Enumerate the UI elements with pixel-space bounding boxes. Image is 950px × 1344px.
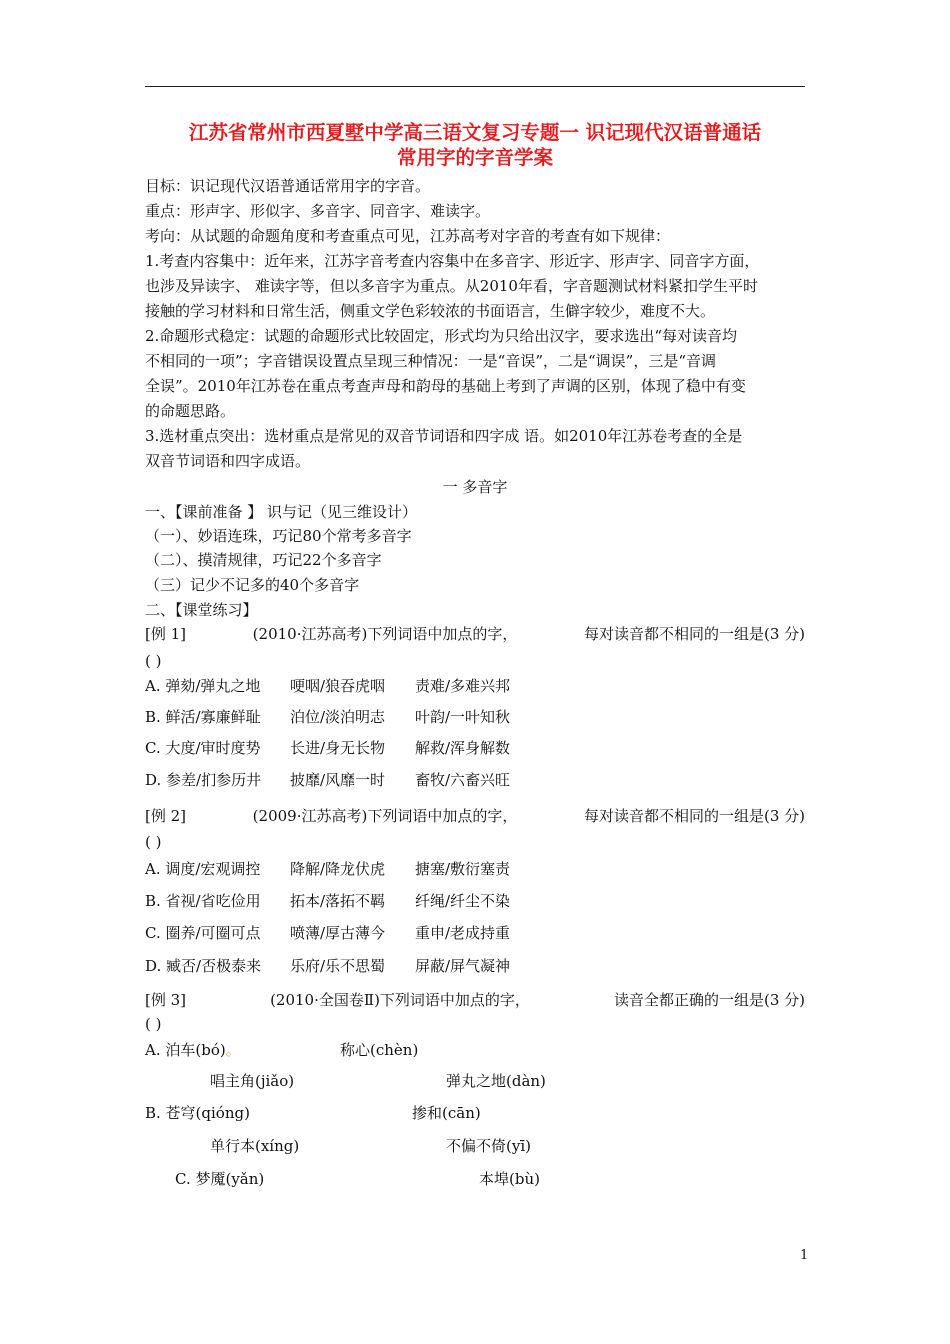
example-2-option-c: C. 圈养/可圈可点 喷薄/厚古薄今 重申/老成持重 [145, 924, 511, 942]
paragraph-2-line-3: 全误”。2010年江苏卷在重点考查声母和韵母的基础上考到了声调的区别，体现了稳中有变 [145, 377, 746, 395]
example-2-option-b: B. 省视/省吃俭用 拓本/落拓不羁 纤绳/纤尘不染 [145, 892, 511, 910]
goal-text: 目标：识记现代汉语普通话常用字的字音。 [145, 177, 431, 195]
example-3-option-a-item-3: 唱主角(jiǎo) [210, 1072, 295, 1090]
example-3-option-a-item-2: 称心(chèn) [340, 1041, 419, 1059]
example-3-option-c-item-2: 本埠(bù) [479, 1170, 540, 1188]
example-2-heading: [例 2] (2009·江苏高考)下列词语中加点的字， 每对读音都不相同的一组是(3 分) [145, 807, 805, 825]
example-2-option-a: A. 调度/宏观调控 降解/降龙伏虎 搪塞/敷衍塞责 [145, 860, 511, 878]
example-3-option-c-item-1: C. 梦魇(yǎn) [175, 1170, 265, 1188]
example-1-answer-blank: ( ) [145, 652, 162, 670]
example-3-option-b-item-3: 单行本(xíng) [210, 1137, 300, 1155]
example-1-option-c: C. 大度/审时度势 长进/身无长物 解救/浑身解数 [145, 739, 511, 757]
paragraph-2-line-1: 2.命题形式稳定：试题的命题形式比较固定，形式均为只给出汉字，要求选出“每对读音均 [145, 327, 737, 345]
prep-heading: 一、【课前准备 】 识与记（见三维设计） [145, 503, 418, 521]
example-3-answer-blank: ( ) [145, 1015, 162, 1033]
example-2-answer-blank: ( ) [145, 833, 162, 851]
example-3-option-b-item-2: 掺和(cān) [412, 1104, 481, 1122]
title-line-2: 常用字的字音学案 [396, 146, 553, 169]
example-1-heading: [例 1] (2010·江苏高考)下列词语中加点的字， 每对读音都不相同的一组是(3 分) [145, 625, 805, 643]
example-3-option-b-item-4: 不偏不倚(yī) [446, 1137, 531, 1155]
header-rule [145, 86, 805, 87]
paragraph-2-line-2: 不相同的一项”；字音错误设置点呈现三种情况：一是“音误”，二是“调误”，三是“音调 [145, 352, 717, 370]
paragraph-1-line-3: 接触的学习材料和日常生活，侧重文学色彩较浓的书面语言，生僻字较少，难度不大。 [145, 302, 716, 320]
prep-item-3: （三）记少不记多的40个多音字 [145, 576, 360, 594]
document-title [140, 120, 810, 170]
example-3-option-a-item-1: A. 泊车(bó)。 [145, 1041, 241, 1059]
example-1-option-a: A. 弹劾/弹丸之地 哽咽/狼吞虎咽 责难/多难兴邦 [145, 677, 511, 695]
paragraph-3-line-2: 双音节词语和四字成语。 [145, 452, 311, 470]
paragraph-3-line-1: 3.选材重点突出：选材重点是常见的双音节词语和四字成 语。如2010年江苏卷考查的全是 [145, 427, 743, 445]
prep-item-1: （一）、妙语连珠，巧记80个常考多音字 [145, 527, 412, 545]
prep-item-2: （二）、摸清规律，巧记22个多音字 [145, 551, 382, 569]
example-3-heading: [例 3] (2010·全国卷Ⅱ)下列词语中加点的字， 读音全都正确的一组是(3 分) [145, 991, 805, 1009]
example-1-option-d: D. 参差/扪参历井 披靡/风靡一时 畜牧/六畜兴旺 [145, 771, 511, 789]
focus-text: 重点：形声字、形似字、多音字、同音字、难读字。 [145, 202, 491, 220]
practice-heading: 二、【课堂练习】 [145, 601, 258, 619]
example-2-option-d: D. 臧否/否极泰来 乐府/乐不思蜀 屏蔽/屏气凝神 [145, 957, 511, 975]
example-3-option-b-item-1: B. 苍穹(qióng) [145, 1104, 250, 1122]
title-line-1: 江苏省常州市西夏墅中学高三语文复习专题一 识记现代汉语普通话 [188, 121, 762, 144]
example-3-option-a-item-4: 弹丸之地(dàn) [446, 1072, 546, 1090]
direction-text: 考向：从试题的命题角度和考查重点可见，江苏高考对字音的考查有如下规律： [145, 227, 671, 245]
paragraph-2-line-4: 的命题思路。 [145, 402, 236, 420]
paragraph-1-line-2: 也涉及异读字、 难读字等，但以多音字为重点。从2010年看，字音题测试材料紧扣学生平时 [145, 277, 758, 295]
example-1-option-b: B. 鲜活/寡廉鲜耻 泊位/淡泊明志 叶韵/一叶知秋 [145, 708, 511, 726]
section-title: 一 多音字 [442, 478, 508, 496]
page-number: 1 [800, 1248, 809, 1263]
paragraph-1-line-1: 1.考查内容集中：近年来，江苏字音考查内容集中在多音字、形近字、形声字、同音字方面， [145, 252, 760, 270]
